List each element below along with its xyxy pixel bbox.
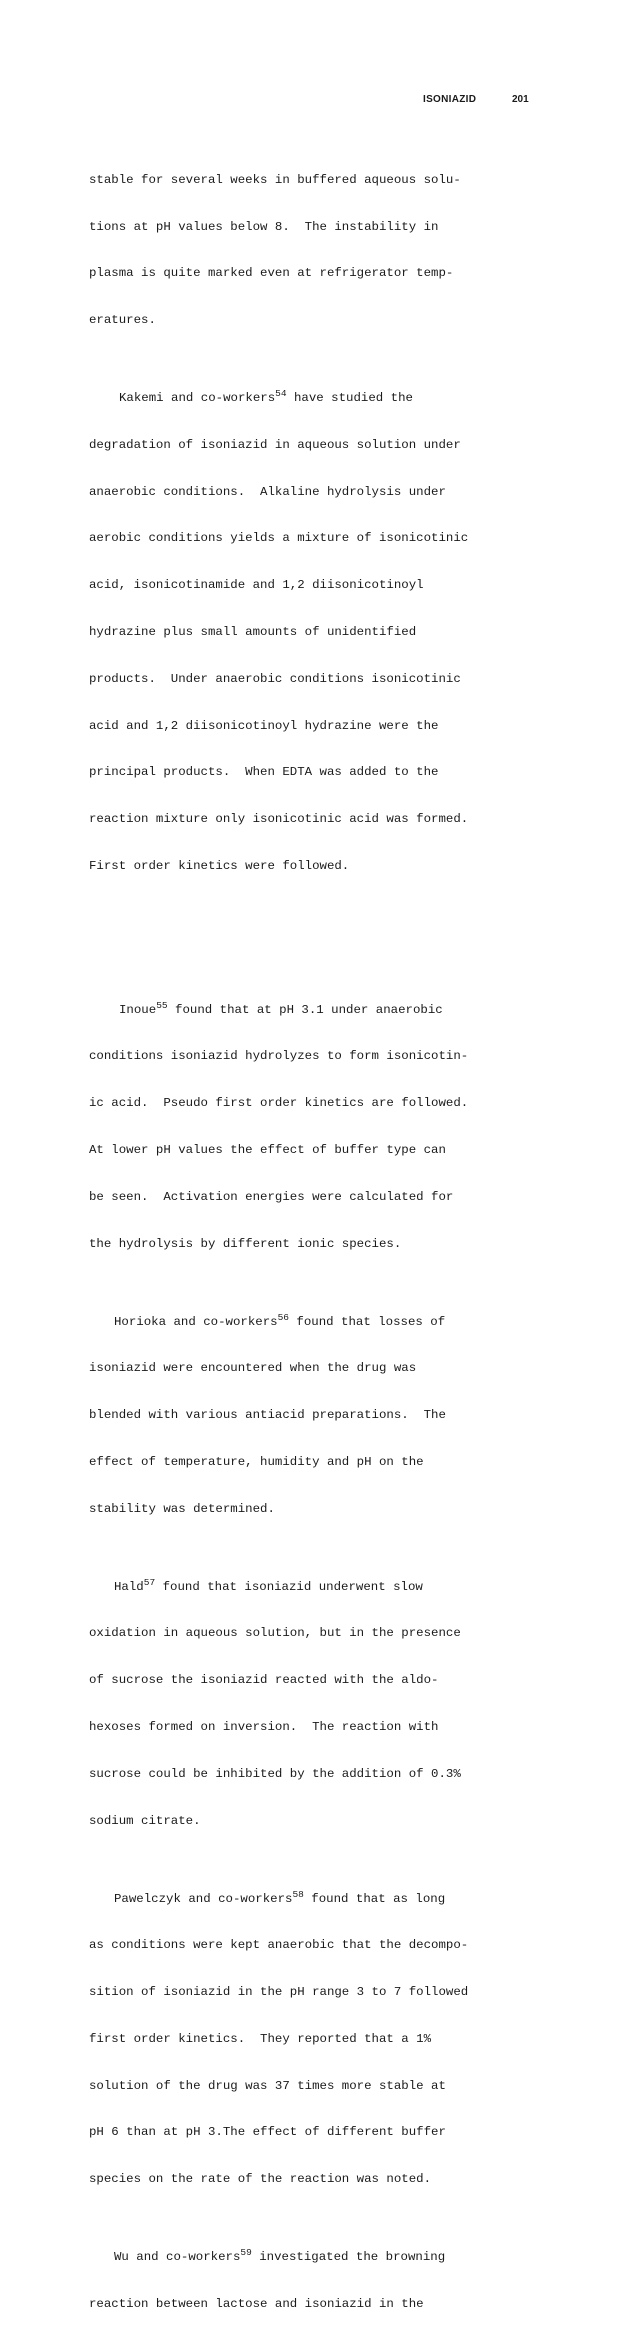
citation-superscript: 59: [240, 2247, 252, 2259]
text-line: tions at pH values below 8. The instability in: [89, 219, 439, 234]
paragraph-first-line: Pawelczyk and co-workers$^{58}$ found that as long: [114, 1888, 446, 1906]
citation-superscript: 56: [277, 1311, 289, 1323]
text-line: principal products. When EDTA was added to the: [89, 765, 439, 780]
text-line: degradation of isoniazid in aqueous solution under: [89, 437, 461, 452]
paragraph-first-line: Kakemi and co-workers$^{54}$ have studied the: [119, 388, 413, 406]
text-line: isoniazid were encountered when the drug was: [89, 1361, 417, 1376]
text-line: effect of temperature, humidity and pH on the: [89, 1454, 424, 1469]
text-line: First order kinetics were followed.: [89, 858, 350, 873]
citation-superscript: 57: [143, 1576, 156, 1588]
paragraph-first-line: Hald$^{57}$ found that isoniazid underwent slow: [114, 1576, 423, 1594]
citation-superscript: 58: [292, 1888, 304, 1900]
text-line: sodium citrate.: [89, 1813, 201, 1828]
text-line: At lower pH values the effect of buffer type can: [89, 1143, 446, 1157]
text-line: oxidation in aqueous solution, but in the presence: [89, 1626, 461, 1641]
text-line: solution of the drug was 37 times more stable at: [89, 2078, 446, 2093]
text-line: anaerobic conditions. Alkaline hydrolysis under: [89, 484, 446, 499]
text-line: first order kinetics. They reported that a 1%: [89, 2031, 432, 2046]
paragraph-gap: [89, 921, 609, 940]
text-line: pH 6 than at pH 3.The effect of different buffer: [89, 2125, 446, 2140]
paragraph-first-line: Inoue$^{55}$ found that at pH 3.1 under anaerobic: [119, 999, 443, 1017]
page-number: 201: [512, 94, 529, 105]
text-line: acid and 1,2 diisonicotinoyl hydrazine were the: [89, 718, 439, 733]
text-line: blended with various antiacid preparations. The: [89, 1408, 446, 1423]
text-line: aerobic conditions yields a mixture of isonicotinic: [89, 531, 469, 546]
text-line: be seen. Activation energies were calculated for: [89, 1189, 454, 1204]
text-line: sition of isoniazid in the pH range 3 to 7 followed: [89, 1985, 469, 2000]
text-line: reaction mixture only isonicotinic acid was formed.: [89, 812, 469, 827]
text-line: reaction between lactose and isoniazid in the: [89, 2296, 424, 2311]
citation-superscript: 54: [275, 388, 287, 400]
text-line: acid, isonicotinamide and 1,2 diisonicotinoyl: [89, 578, 424, 593]
text-line: stability was determined.: [89, 1501, 275, 1516]
text-line: conditions isoniazid hydrolyzes to form isonicotin-: [89, 1049, 469, 1064]
text-line: sucrose could be inhibited by the addition of 0.3%: [89, 1766, 461, 1781]
paragraph-first-line: Horioka and co-workers$^{56}$ found that losses of: [114, 1311, 446, 1329]
text-line: of sucrose the isoniazid reacted with the aldo-: [89, 1673, 439, 1688]
text-line: hydrazine plus small amounts of unidentified: [89, 625, 417, 639]
text-line: stable for several weeks in buffered aqueous solu-: [89, 172, 461, 187]
text-line: plasma is quite marked even at refrigerator temp-: [89, 266, 454, 281]
running-title: ISONIAZID: [423, 94, 477, 105]
text-line: products. Under anaerobic conditions isonicotinic: [89, 671, 461, 686]
citation-superscript: 55: [156, 999, 168, 1011]
text-line: hexoses formed on inversion. The reaction with: [89, 1719, 439, 1734]
running-header: [0, 94, 624, 110]
text-line: eratures.: [89, 313, 156, 328]
text-line: as conditions were kept anaerobic that the decompo-: [89, 1938, 469, 1953]
body-text: [89, 126, 609, 2328]
text-line: species on the rate of the reaction was noted.: [89, 2172, 432, 2187]
text-line: the hydrolysis by different ionic species.: [89, 1236, 402, 1251]
text-line: ic acid. Pseudo first order kinetics are followed.: [89, 1096, 469, 1111]
paragraph-first-line: Wu and co-workers$^{59}$ investigated the browning: [114, 2247, 446, 2265]
